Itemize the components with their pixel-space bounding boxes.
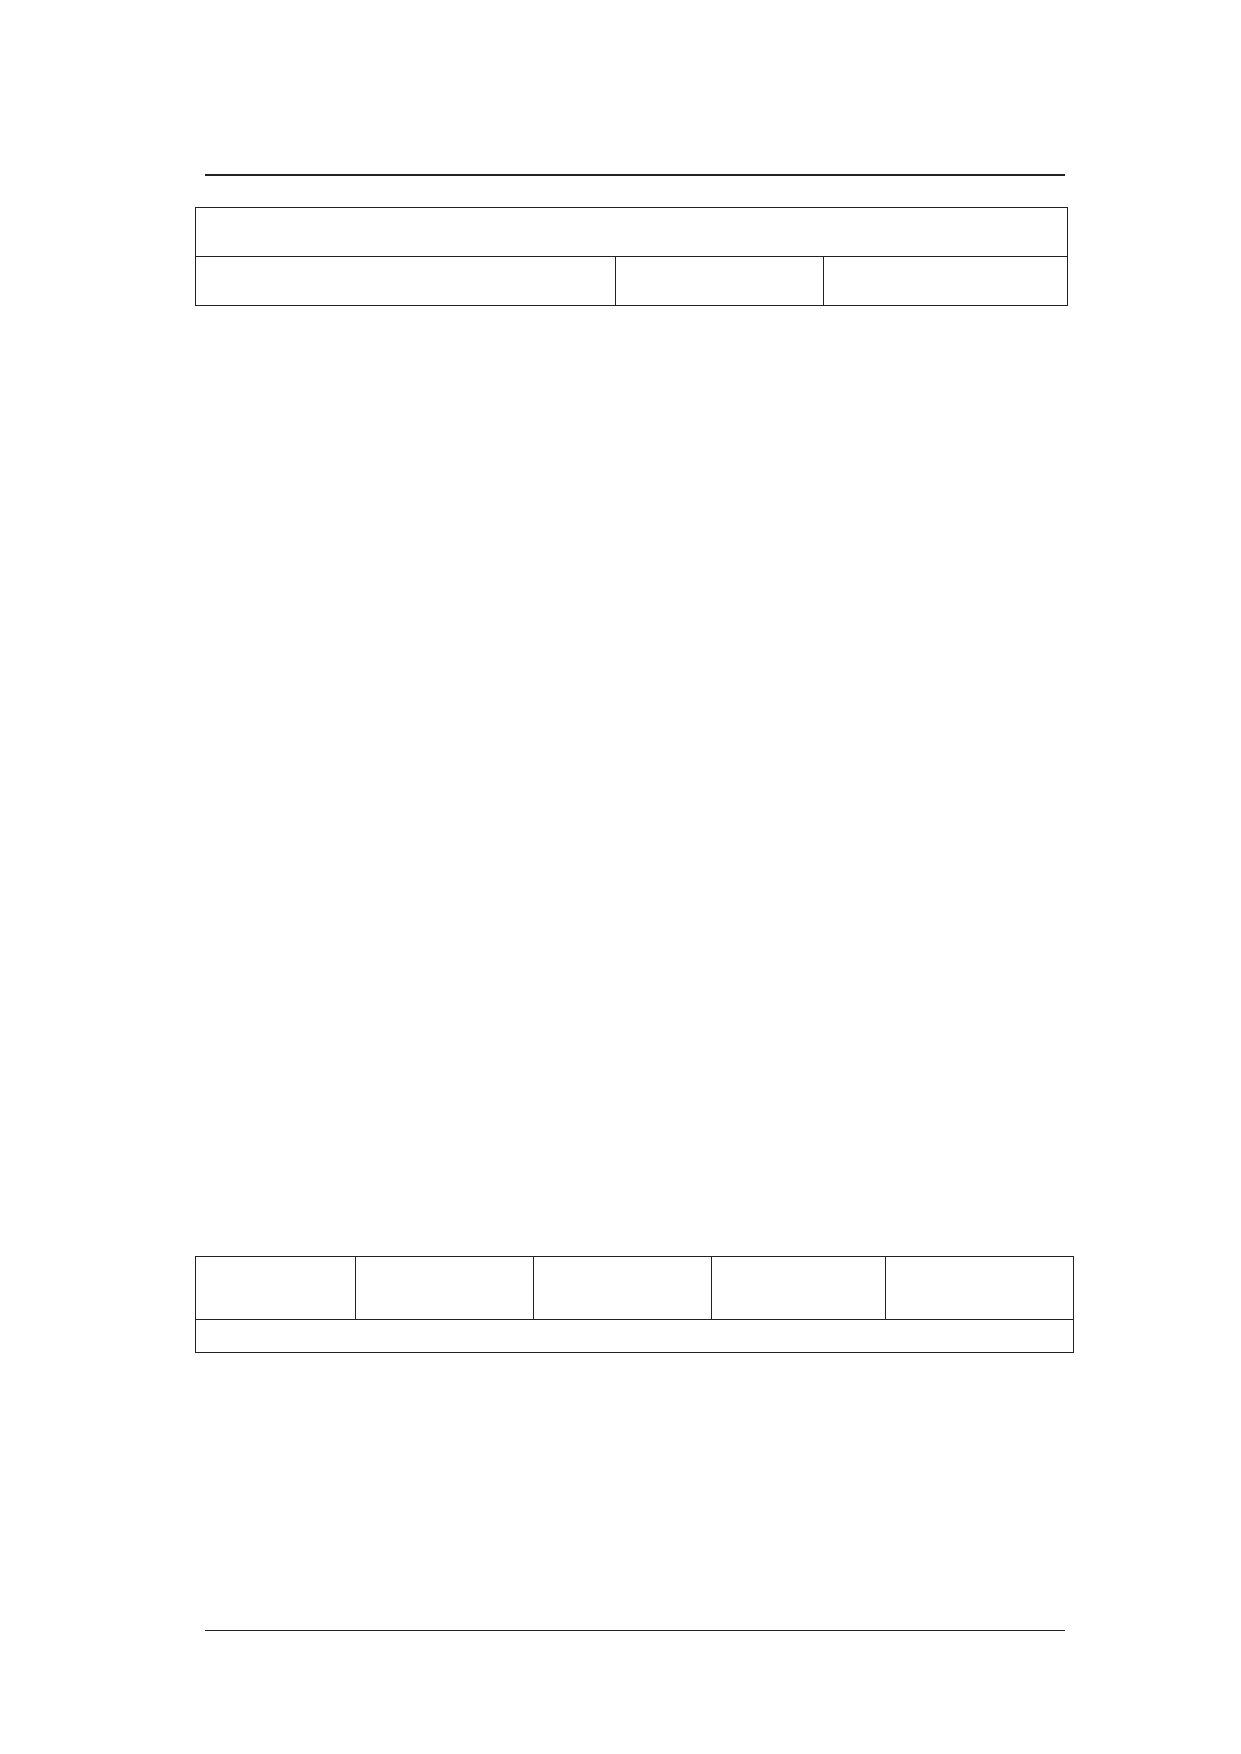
header-so2 (534, 1257, 712, 1320)
daily-concentration-table (195, 1256, 1074, 1353)
standard-cell (196, 257, 616, 306)
header-no2 (712, 1257, 886, 1320)
segment-row (196, 1320, 1074, 1353)
hourly-concentration-table (195, 207, 1068, 306)
standard-no2 (824, 257, 1068, 306)
standard-so2 (616, 257, 824, 306)
page-header (205, 146, 1065, 176)
segment-label-heating (196, 1320, 1074, 1353)
header-site (196, 1257, 356, 1320)
paragraph-2-line-1 (205, 1098, 1065, 1138)
segment-row (196, 208, 1068, 257)
standard-row (196, 257, 1068, 306)
paragraph-1-line-1 (205, 958, 1065, 998)
footer-divider (205, 1630, 1065, 1631)
segment-label-non-heating (196, 208, 1068, 257)
header-pm (886, 1257, 1074, 1320)
header-row (196, 1257, 1074, 1320)
header-direction (398, 1291, 450, 1315)
header-distance-direction (356, 1257, 534, 1320)
